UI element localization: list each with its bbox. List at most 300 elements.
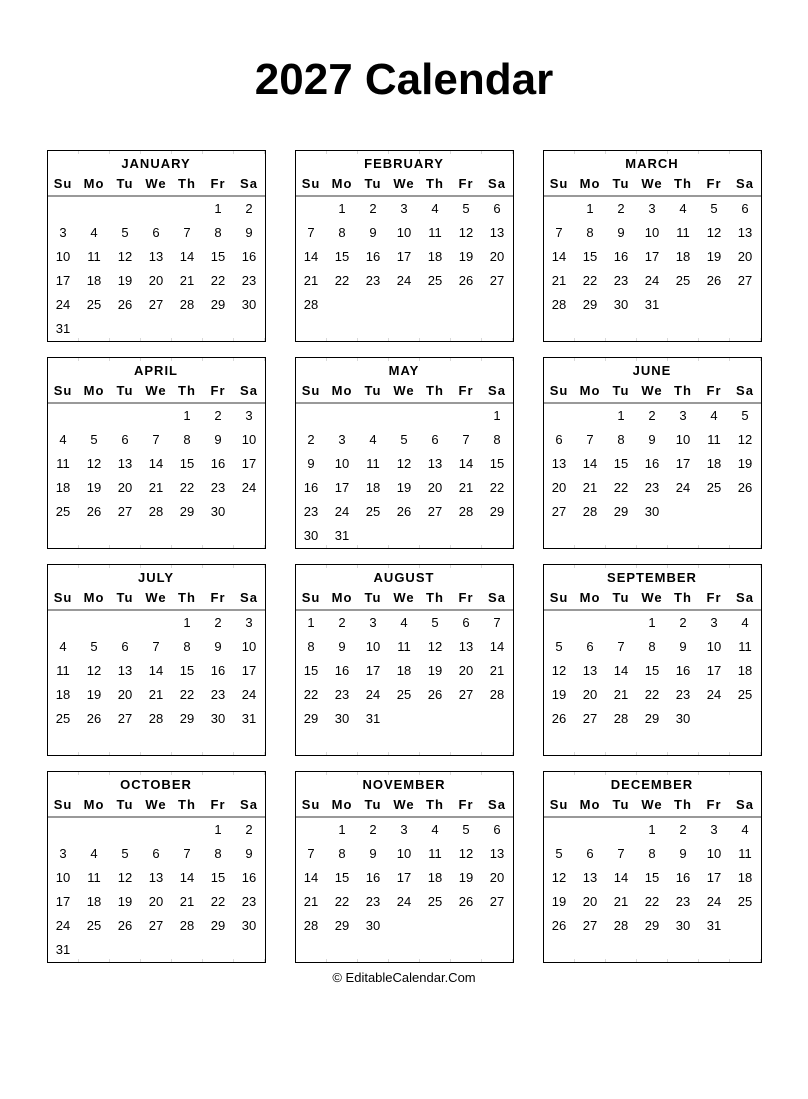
empty-cell bbox=[110, 611, 141, 635]
empty-cell bbox=[79, 938, 110, 962]
weekday-label: Th bbox=[674, 797, 692, 812]
date-cell: 25 bbox=[427, 273, 443, 288]
date-cell: 28 bbox=[613, 918, 629, 933]
date-cell: 21 bbox=[148, 480, 164, 495]
empty-cell bbox=[420, 317, 451, 341]
month-november bbox=[295, 771, 514, 963]
date-cell: 24 bbox=[644, 273, 660, 288]
month-title: NOVEMBER bbox=[362, 777, 446, 792]
date-cell: 15 bbox=[582, 249, 598, 264]
weekday-label: Su bbox=[301, 590, 321, 605]
date-cell: 30 bbox=[613, 297, 629, 312]
date-cell: 10 bbox=[396, 225, 412, 240]
month-title: JULY bbox=[137, 570, 175, 585]
date-cell: 10 bbox=[241, 639, 257, 654]
date-cell: 28 bbox=[179, 297, 195, 312]
date-cell: 3 bbox=[59, 846, 67, 861]
date-cell: 22 bbox=[334, 894, 350, 909]
date-cell: 22 bbox=[613, 480, 629, 495]
empty-cell bbox=[420, 404, 451, 428]
empty-cell bbox=[79, 524, 110, 548]
footer-copyright: © EditableCalendar.Com bbox=[332, 970, 476, 985]
date-cell: 14 bbox=[613, 870, 629, 885]
date-cell: 9 bbox=[245, 225, 253, 240]
weekday-label: Mo bbox=[579, 176, 601, 191]
date-cell: 6 bbox=[121, 639, 129, 654]
date-cell: 25 bbox=[365, 504, 381, 519]
weekday-label: We bbox=[641, 176, 663, 191]
empty-cell bbox=[730, 938, 761, 962]
date-cell: 5 bbox=[431, 615, 439, 630]
date-cell: 8 bbox=[338, 225, 346, 240]
date-cell: 12 bbox=[396, 456, 412, 471]
date-cell: 15 bbox=[613, 456, 629, 471]
empty-cell bbox=[730, 524, 761, 548]
empty-cell bbox=[575, 611, 606, 635]
weekday-label: Su bbox=[53, 176, 73, 191]
date-cell: 28 bbox=[613, 711, 629, 726]
empty-cell bbox=[141, 524, 172, 548]
empty-cell bbox=[203, 524, 234, 548]
empty-cell bbox=[234, 938, 265, 962]
weekday-header-row bbox=[296, 588, 513, 611]
months-grid bbox=[47, 150, 762, 963]
empty-cell bbox=[172, 818, 203, 842]
weekday-label: Tu bbox=[364, 797, 382, 812]
weekday-label: Mo bbox=[331, 383, 353, 398]
date-cell: 2 bbox=[245, 201, 253, 216]
page-title: 2027 Calendar bbox=[254, 55, 554, 104]
date-cell: 4 bbox=[741, 822, 749, 837]
empty-cell bbox=[141, 611, 172, 635]
empty-cell bbox=[358, 524, 389, 548]
date-cell: 29 bbox=[179, 504, 195, 519]
weekday-label: Tu bbox=[116, 383, 134, 398]
dates-grid bbox=[544, 404, 761, 548]
date-cell: 18 bbox=[427, 249, 443, 264]
month-title: OCTOBER bbox=[120, 777, 192, 792]
date-cell: 12 bbox=[86, 456, 102, 471]
empty-cell bbox=[234, 500, 265, 524]
weekday-label: Su bbox=[53, 797, 73, 812]
empty-cell bbox=[296, 197, 327, 221]
date-cell: 4 bbox=[59, 432, 67, 447]
empty-cell bbox=[296, 317, 327, 341]
date-cell: 26 bbox=[737, 480, 753, 495]
date-cell: 8 bbox=[586, 225, 594, 240]
dates-grid bbox=[48, 404, 265, 548]
date-cell: 26 bbox=[117, 918, 133, 933]
weekday-label: Th bbox=[674, 176, 692, 191]
date-cell: 10 bbox=[706, 846, 722, 861]
weekday-label: Fr bbox=[706, 383, 722, 398]
empty-cell bbox=[172, 317, 203, 341]
empty-cell bbox=[420, 707, 451, 731]
weekday-label: Th bbox=[426, 590, 444, 605]
date-cell: 2 bbox=[679, 615, 687, 630]
date-cell: 9 bbox=[679, 639, 687, 654]
empty-cell bbox=[172, 731, 203, 755]
empty-cell bbox=[544, 404, 575, 428]
weekday-label: Mo bbox=[331, 590, 353, 605]
date-cell: 28 bbox=[582, 504, 598, 519]
date-cell: 31 bbox=[55, 321, 71, 336]
date-cell: 18 bbox=[86, 894, 102, 909]
date-cell: 27 bbox=[737, 273, 753, 288]
date-cell: 3 bbox=[245, 408, 253, 423]
date-cell: 25 bbox=[675, 273, 691, 288]
date-cell: 14 bbox=[148, 663, 164, 678]
date-cell: 18 bbox=[427, 870, 443, 885]
date-cell: 14 bbox=[179, 870, 195, 885]
date-cell: 17 bbox=[396, 249, 412, 264]
weekday-header-row bbox=[544, 174, 761, 197]
date-cell: 22 bbox=[210, 273, 226, 288]
weekday-label: Tu bbox=[364, 383, 382, 398]
date-cell: 21 bbox=[303, 894, 319, 909]
weekday-label: Fr bbox=[706, 797, 722, 812]
weekday-label: Sa bbox=[736, 797, 754, 812]
weekday-label: Tu bbox=[116, 176, 134, 191]
empty-cell bbox=[141, 731, 172, 755]
date-cell: 12 bbox=[458, 225, 474, 240]
empty-cell bbox=[451, 707, 482, 731]
date-cell: 22 bbox=[644, 894, 660, 909]
weekday-label: Th bbox=[178, 176, 196, 191]
date-cell: 9 bbox=[617, 225, 625, 240]
empty-cell bbox=[48, 818, 79, 842]
date-cell: 21 bbox=[582, 480, 598, 495]
weekday-label: Th bbox=[178, 383, 196, 398]
empty-cell bbox=[327, 938, 358, 962]
empty-cell bbox=[389, 731, 420, 755]
date-cell: 17 bbox=[241, 663, 257, 678]
empty-cell bbox=[575, 404, 606, 428]
date-cell: 5 bbox=[555, 846, 563, 861]
weekday-label: Sa bbox=[488, 797, 506, 812]
date-cell: 20 bbox=[117, 480, 133, 495]
empty-cell bbox=[234, 524, 265, 548]
date-cell: 17 bbox=[706, 663, 722, 678]
empty-cell bbox=[575, 317, 606, 341]
date-cell: 21 bbox=[613, 894, 629, 909]
empty-cell bbox=[668, 731, 699, 755]
date-cell: 13 bbox=[551, 456, 567, 471]
weekday-label: Fr bbox=[210, 176, 226, 191]
date-cell: 13 bbox=[458, 639, 474, 654]
empty-cell bbox=[482, 707, 513, 731]
weekday-label: Tu bbox=[612, 176, 630, 191]
date-cell: 21 bbox=[489, 663, 505, 678]
empty-cell bbox=[606, 938, 637, 962]
empty-cell bbox=[110, 731, 141, 755]
empty-cell bbox=[637, 938, 668, 962]
empty-cell bbox=[79, 317, 110, 341]
date-cell: 7 bbox=[617, 846, 625, 861]
date-cell: 30 bbox=[210, 504, 226, 519]
date-cell: 26 bbox=[86, 504, 102, 519]
date-cell: 3 bbox=[400, 822, 408, 837]
weekday-label: Mo bbox=[83, 590, 105, 605]
weekday-label: Th bbox=[178, 797, 196, 812]
empty-cell bbox=[730, 731, 761, 755]
empty-cell bbox=[234, 731, 265, 755]
date-cell: 27 bbox=[427, 504, 443, 519]
empty-cell bbox=[420, 293, 451, 317]
date-cell: 2 bbox=[214, 408, 222, 423]
date-cell: 24 bbox=[334, 504, 350, 519]
month-title: SEPTEMBER bbox=[607, 570, 697, 585]
date-cell: 19 bbox=[737, 456, 753, 471]
date-cell: 7 bbox=[307, 225, 315, 240]
weekday-label: Mo bbox=[331, 797, 353, 812]
weekday-label: Mo bbox=[579, 797, 601, 812]
date-cell: 16 bbox=[210, 663, 226, 678]
empty-cell bbox=[389, 524, 420, 548]
empty-cell bbox=[110, 317, 141, 341]
date-cell: 26 bbox=[458, 273, 474, 288]
date-cell: 7 bbox=[152, 639, 160, 654]
date-cell: 4 bbox=[59, 639, 67, 654]
date-cell: 13 bbox=[148, 249, 164, 264]
date-cell: 28 bbox=[148, 711, 164, 726]
date-cell: 2 bbox=[338, 615, 346, 630]
empty-cell bbox=[544, 317, 575, 341]
date-cell: 3 bbox=[59, 225, 67, 240]
empty-cell bbox=[358, 317, 389, 341]
date-cell: 17 bbox=[706, 870, 722, 885]
empty-cell bbox=[637, 524, 668, 548]
date-cell: 14 bbox=[551, 249, 567, 264]
date-cell: 22 bbox=[489, 480, 505, 495]
empty-cell bbox=[606, 611, 637, 635]
weekday-label: We bbox=[393, 590, 415, 605]
date-cell: 5 bbox=[400, 432, 408, 447]
weekday-label: Th bbox=[674, 383, 692, 398]
weekday-label: Su bbox=[549, 176, 569, 191]
date-cell: 4 bbox=[679, 201, 687, 216]
empty-cell bbox=[389, 914, 420, 938]
date-cell: 14 bbox=[303, 870, 319, 885]
empty-cell bbox=[575, 524, 606, 548]
empty-cell bbox=[420, 914, 451, 938]
date-cell: 11 bbox=[366, 456, 380, 471]
date-cell: 23 bbox=[210, 480, 226, 495]
date-cell: 8 bbox=[493, 432, 501, 447]
weekday-label: Su bbox=[549, 797, 569, 812]
date-cell: 12 bbox=[117, 249, 133, 264]
weekday-label: Su bbox=[301, 797, 321, 812]
empty-cell bbox=[389, 293, 420, 317]
date-cell: 13 bbox=[117, 456, 133, 471]
month-title: JUNE bbox=[632, 363, 672, 378]
date-cell: 1 bbox=[338, 822, 346, 837]
empty-cell bbox=[389, 938, 420, 962]
date-cell: 21 bbox=[179, 894, 195, 909]
date-cell: 13 bbox=[737, 225, 753, 240]
weekday-label: Sa bbox=[240, 383, 258, 398]
empty-cell bbox=[451, 914, 482, 938]
empty-cell bbox=[327, 404, 358, 428]
date-cell: 8 bbox=[183, 432, 191, 447]
date-cell: 6 bbox=[586, 639, 594, 654]
weekday-label: Mo bbox=[579, 383, 601, 398]
date-cell: 24 bbox=[706, 894, 722, 909]
date-cell: 4 bbox=[90, 225, 98, 240]
empty-cell bbox=[48, 611, 79, 635]
weekday-label: Th bbox=[178, 590, 196, 605]
weekday-label: Su bbox=[53, 590, 73, 605]
empty-cell bbox=[451, 317, 482, 341]
date-cell: 29 bbox=[613, 504, 629, 519]
weekday-label: Fr bbox=[706, 176, 722, 191]
date-cell: 24 bbox=[55, 297, 71, 312]
empty-cell bbox=[48, 731, 79, 755]
date-cell: 30 bbox=[334, 711, 350, 726]
date-cell: 19 bbox=[427, 663, 443, 678]
date-cell: 11 bbox=[738, 639, 752, 654]
date-cell: 8 bbox=[214, 846, 222, 861]
date-cell: 28 bbox=[303, 297, 319, 312]
date-cell: 17 bbox=[644, 249, 660, 264]
date-cell: 2 bbox=[369, 822, 377, 837]
date-cell: 22 bbox=[582, 273, 598, 288]
date-cell: 30 bbox=[675, 918, 691, 933]
date-cell: 6 bbox=[152, 846, 160, 861]
date-cell: 23 bbox=[241, 894, 257, 909]
date-cell: 26 bbox=[117, 297, 133, 312]
date-cell: 24 bbox=[706, 687, 722, 702]
date-cell: 15 bbox=[644, 663, 660, 678]
empty-cell bbox=[451, 524, 482, 548]
empty-cell bbox=[637, 731, 668, 755]
date-cell: 28 bbox=[179, 918, 195, 933]
date-cell: 13 bbox=[148, 870, 164, 885]
date-cell: 23 bbox=[675, 894, 691, 909]
date-cell: 17 bbox=[675, 456, 691, 471]
date-cell: 14 bbox=[303, 249, 319, 264]
date-cell: 1 bbox=[338, 201, 346, 216]
empty-cell bbox=[79, 404, 110, 428]
date-cell: 10 bbox=[55, 249, 71, 264]
date-cell: 29 bbox=[582, 297, 598, 312]
date-cell: 25 bbox=[86, 297, 102, 312]
date-cell: 14 bbox=[179, 249, 195, 264]
weekday-label: Fr bbox=[458, 176, 474, 191]
date-cell: 27 bbox=[117, 711, 133, 726]
empty-cell bbox=[482, 293, 513, 317]
date-cell: 27 bbox=[458, 687, 474, 702]
dates-grid bbox=[296, 404, 513, 548]
empty-cell bbox=[79, 611, 110, 635]
date-cell: 2 bbox=[648, 408, 656, 423]
empty-cell bbox=[358, 938, 389, 962]
date-cell: 5 bbox=[710, 201, 718, 216]
date-cell: 16 bbox=[644, 456, 660, 471]
date-cell: 14 bbox=[582, 456, 598, 471]
weekday-label: Fr bbox=[210, 590, 226, 605]
date-cell: 24 bbox=[396, 894, 412, 909]
date-cell: 9 bbox=[679, 846, 687, 861]
date-cell: 27 bbox=[489, 894, 505, 909]
date-cell: 17 bbox=[241, 456, 257, 471]
date-cell: 23 bbox=[303, 504, 319, 519]
date-cell: 25 bbox=[706, 480, 722, 495]
date-cell: 26 bbox=[551, 711, 567, 726]
dates-grid bbox=[48, 197, 265, 341]
date-cell: 11 bbox=[707, 432, 721, 447]
date-cell: 29 bbox=[644, 918, 660, 933]
empty-cell bbox=[668, 293, 699, 317]
date-cell: 23 bbox=[644, 480, 660, 495]
date-cell: 12 bbox=[427, 639, 443, 654]
month-september bbox=[543, 564, 762, 756]
date-cell: 15 bbox=[210, 249, 226, 264]
date-cell: 15 bbox=[334, 870, 350, 885]
date-cell: 24 bbox=[365, 687, 381, 702]
empty-cell bbox=[730, 500, 761, 524]
date-cell: 24 bbox=[396, 273, 412, 288]
weekday-label: We bbox=[145, 590, 167, 605]
date-cell: 13 bbox=[427, 456, 443, 471]
date-cell: 19 bbox=[458, 870, 474, 885]
date-cell: 7 bbox=[555, 225, 563, 240]
empty-cell bbox=[668, 524, 699, 548]
date-cell: 6 bbox=[493, 822, 501, 837]
date-cell: 7 bbox=[586, 432, 594, 447]
date-cell: 5 bbox=[121, 846, 129, 861]
empty-cell bbox=[575, 938, 606, 962]
weekday-label: Mo bbox=[83, 383, 105, 398]
weekday-label: Sa bbox=[488, 176, 506, 191]
date-cell: 28 bbox=[148, 504, 164, 519]
date-cell: 17 bbox=[55, 894, 71, 909]
weekday-label: We bbox=[393, 176, 415, 191]
date-cell: 25 bbox=[427, 894, 443, 909]
empty-cell bbox=[110, 524, 141, 548]
weekday-label: Sa bbox=[736, 590, 754, 605]
date-cell: 26 bbox=[458, 894, 474, 909]
date-cell: 26 bbox=[396, 504, 412, 519]
empty-cell bbox=[79, 731, 110, 755]
empty-cell bbox=[389, 707, 420, 731]
date-cell: 28 bbox=[489, 687, 505, 702]
empty-cell bbox=[79, 197, 110, 221]
date-cell: 4 bbox=[710, 408, 718, 423]
empty-cell bbox=[358, 404, 389, 428]
weekday-label: Sa bbox=[736, 176, 754, 191]
weekday-label: Sa bbox=[488, 590, 506, 605]
empty-cell bbox=[544, 938, 575, 962]
date-cell: 5 bbox=[121, 225, 129, 240]
date-cell: 12 bbox=[706, 225, 722, 240]
date-cell: 10 bbox=[706, 639, 722, 654]
date-cell: 6 bbox=[741, 201, 749, 216]
date-cell: 3 bbox=[338, 432, 346, 447]
empty-cell bbox=[730, 293, 761, 317]
date-cell: 22 bbox=[303, 687, 319, 702]
month-title: MAY bbox=[388, 363, 420, 378]
weekday-label: Th bbox=[426, 797, 444, 812]
date-cell: 25 bbox=[86, 918, 102, 933]
empty-cell bbox=[110, 938, 141, 962]
calendar-page bbox=[0, 54, 808, 985]
date-cell: 8 bbox=[183, 639, 191, 654]
dates-grid bbox=[48, 818, 265, 962]
date-cell: 29 bbox=[303, 711, 319, 726]
month-october bbox=[47, 771, 266, 963]
empty-cell bbox=[203, 938, 234, 962]
